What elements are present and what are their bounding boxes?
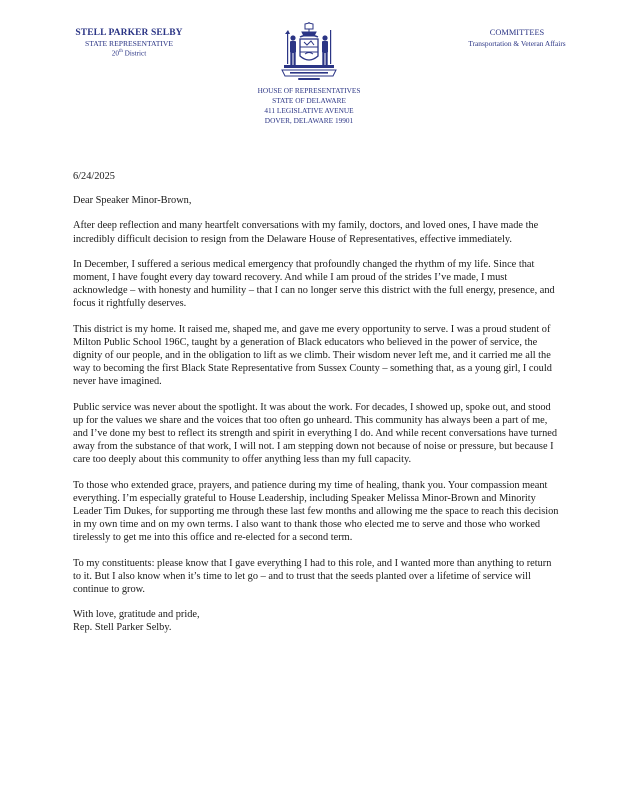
paragraph: To my constituents: please know that I gave everything I had to this role, and I wanted more than anything to return to it. But I also know when it’s time to let go – and to trust that the seeds planted over a lifetime of service will continue to grow.	[73, 557, 552, 596]
committees-title: COMMITTEES	[489, 28, 545, 37]
committees-list: Transportation & Veteran Affairs	[468, 39, 566, 48]
letter-body	[73, 170, 560, 635]
paragraph: Public service was never about the spotlight. It was about the work. For decades, I showed up, spoke out, and stood up for the values we share and the voices that too often go unheard. This community has always been a part of me, and I’ve done my best to reflect its strength and spirit in everything I do. And while recent conversations have turned away from the substance of that work, I will not. I am stepping down not because of noise or pressure, but because I care too deeply about this community to offer anything less than my full capacity.	[73, 401, 558, 466]
district-word: District	[122, 49, 147, 58]
district-suffix: th	[118, 49, 123, 54]
closing: With love, gratitude and pride,	[73, 609, 200, 621]
paragraph: This district is my home. It raised me, shaped me, and gave me every opportunity to serve. I was a proud student of Milton Public School 196C, taught by a generation of Black educators who believed in the power of service, the dignity of our people, and in the obligation to lift as we climb. Their wisdom never left me, and it carried me all the way to becoming the first Black State Representative from Sussex County – something that, as a young girl, I could never have imagined.	[73, 323, 552, 388]
committees-block	[452, 28, 582, 48]
paragraph: In December, I suffered a serious medical emergency that profoundly changed the rhythm of my life. Since that moment, I have fought every day toward recovery. And while I am proud of the strides I’ve made, I must acknowledge – with honesty and humility – that I can no longer serve this district with the full energy, presence, and focus it rightfully deserves.	[73, 258, 555, 310]
salutation: Dear Speaker Minor-Brown,	[73, 195, 192, 207]
representative-district	[54, 49, 204, 57]
address-line: HOUSE OF REPRESENTATIVES	[257, 86, 361, 95]
address-line: 411 LEGISLATIVE AVENUE	[264, 106, 354, 115]
delaware-state-seal-icon	[278, 18, 340, 84]
address-line: DOVER, DELAWARE 19901	[264, 116, 354, 125]
paragraph: To those who extended grace, prayers, and patience during my time of healing, thank you. Your compassion meant everything. I’m especially grateful to House Leadership, including Speaker Melissa Minor-Brown and Minority Leader Tim Dukes, for supporting me through these last few months and allowing me the space to reach this decision in my own time and on my own terms. I also want to thank those who elected me to serve and those who worked tirelessly to get me into this office and re-elected for a second term.	[73, 479, 559, 544]
representative-name: STELL PARKER SELBY	[75, 28, 183, 38]
representative-title: STATE REPRESENTATIVE	[84, 39, 173, 48]
paragraph: After deep reflection and many heartfelt conversations with my family, doctors, and loved ones, I have made the incredibly difficult decision to resign from the Delaware House of Representatives, effective immediately.	[73, 220, 539, 245]
address-line: STATE OF DELAWARE	[272, 96, 346, 105]
district-number: 20	[111, 49, 119, 58]
house-address	[209, 86, 409, 126]
representative-block	[54, 28, 204, 57]
letter-date: 6/24/2025	[73, 171, 115, 182]
signature: Rep. Stell Parker Selby.	[73, 622, 172, 634]
